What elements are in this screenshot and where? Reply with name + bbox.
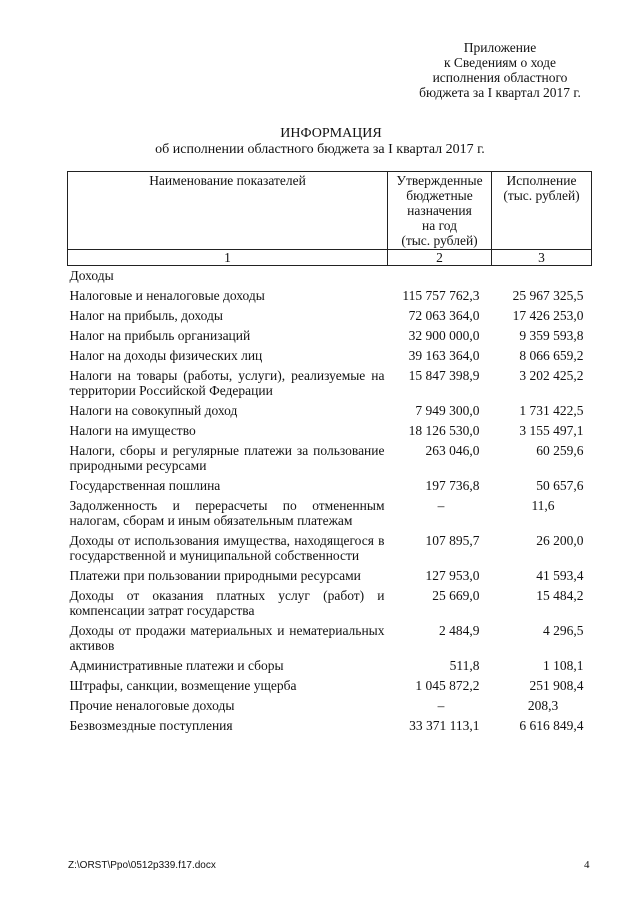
- header-executed: [492, 172, 592, 250]
- section-row: [68, 266, 592, 287]
- table-row: [68, 621, 592, 656]
- table-row: [68, 476, 592, 496]
- indicator-name: Прочие неналоговые доходы: [69, 698, 235, 713]
- column-number: 1: [68, 250, 388, 266]
- column-number: 3: [492, 250, 592, 266]
- approved-value: 197 736,8: [425, 478, 480, 493]
- header-approved-line: бюджетные: [406, 188, 473, 203]
- approved-value: 115 757 762,3: [402, 288, 480, 303]
- executed-value: 1 731 422,5: [519, 403, 584, 418]
- header-approved-line: Утвержденные: [396, 173, 483, 188]
- section-label: Доходы: [69, 268, 114, 283]
- table-row: [68, 306, 592, 326]
- approved-value: 127 953,0: [425, 568, 480, 583]
- table-row: [68, 496, 592, 531]
- header-executed-line: (тыс. рублей): [503, 188, 580, 203]
- indicator-name: Платежи при пользовании природными ресурсами: [69, 568, 361, 583]
- executed-value: 208,3: [527, 698, 559, 713]
- column-number: 2: [388, 250, 492, 266]
- approved-value: 32 900 000,0: [408, 328, 480, 343]
- approved-value: 15 847 398,9: [408, 368, 480, 383]
- approved-value: 72 063 364,0: [408, 308, 480, 323]
- indicator-name: Налоги на имущество: [69, 423, 196, 438]
- executed-value: 3 202 425,2: [519, 368, 584, 383]
- appendix-line: к Сведениям о ходе: [443, 55, 557, 70]
- indicator-name: Налоги на товары (работы, услуги), реализуемые на территории Российской Федерации: [69, 368, 385, 398]
- indicator-name: Налог на прибыль, доходы: [69, 308, 223, 323]
- executed-value: 8 066 659,2: [519, 348, 584, 363]
- table-row: [68, 566, 592, 586]
- executed-value: 25 967 325,5: [512, 288, 584, 303]
- footer-page-number: 4: [584, 859, 590, 871]
- executed-value: 17 426 253,0: [512, 308, 584, 323]
- indicator-name: Штрафы, санкции, возмещение ущерба: [69, 678, 297, 693]
- indicator-name: Налог на доходы физических лиц: [69, 348, 263, 363]
- table-row: [68, 696, 592, 716]
- table-row: [68, 531, 592, 566]
- table-row: [68, 586, 592, 621]
- approved-value: –: [437, 698, 445, 713]
- approved-value: 107 895,7: [425, 533, 480, 548]
- approved-value: 1 045 872,2: [415, 678, 480, 693]
- executed-value: 1 108,1: [543, 658, 584, 673]
- table-row: [68, 401, 592, 421]
- indicator-name: Доходы от продажи материальных и нематериальных активов: [69, 623, 385, 653]
- approved-value: 25 669,0: [432, 588, 480, 603]
- approved-value: 18 126 530,0: [408, 423, 480, 438]
- indicator-name: Налоговые и неналоговые доходы: [69, 288, 265, 303]
- indicator-name: Государственная пошлина: [69, 478, 221, 493]
- table-row: [68, 656, 592, 676]
- executed-value: 6 616 849,4: [519, 718, 584, 733]
- executed-value: 15 484,2: [536, 588, 584, 603]
- column-number-row: [68, 250, 592, 266]
- approved-value: 2 484,9: [439, 623, 480, 638]
- header-executed-line: Исполнение: [506, 173, 577, 188]
- indicator-name: Доходы от использования имущества, находящегося в государственной и муниципальной собственности: [69, 533, 385, 563]
- header-approved-line: на год: [421, 218, 458, 233]
- indicator-name: Налоги, сборы и регулярные платежи за пользование природными ресурсами: [69, 443, 385, 473]
- table-row: [68, 346, 592, 366]
- table-body: [68, 266, 592, 737]
- table-row: [68, 366, 592, 401]
- table-row: [68, 716, 592, 736]
- indicator-name: Задолженность и перерасчеты по отмененным налогам, сборам и иным обязательным платежам: [69, 498, 385, 528]
- indicator-name: Налоги на совокупный доход: [69, 403, 238, 418]
- table-row: [68, 441, 592, 476]
- budget-table: [67, 171, 592, 736]
- executed-value: 9 359 593,8: [519, 328, 584, 343]
- header-approved-line: (тыс. рублей): [401, 233, 478, 248]
- table-row: [68, 421, 592, 441]
- indicator-name: Безвозмездные поступления: [69, 718, 233, 733]
- executed-value: 60 259,6: [536, 443, 584, 458]
- executed-value: 251 908,4: [529, 678, 584, 693]
- indicator-name: Доходы от оказания платных услуг (работ) и компенсации затрат государства: [69, 588, 385, 618]
- executed-value: 26 200,0: [536, 533, 584, 548]
- table-row: [68, 286, 592, 306]
- appendix-line: бюджета за I квартал 2017 г.: [419, 85, 581, 100]
- executed-value: 41 593,4: [536, 568, 584, 583]
- appendix-note: [400, 40, 600, 100]
- table-row: [68, 676, 592, 696]
- document-title: [0, 126, 640, 158]
- header-row: [68, 172, 592, 250]
- approved-value: 511,8: [449, 658, 480, 673]
- approved-value: 33 371 113,1: [409, 718, 480, 733]
- indicator-name: Налог на прибыль организаций: [69, 328, 251, 343]
- header-approved: [388, 172, 492, 250]
- table-row: [68, 326, 592, 346]
- approved-value: 263 046,0: [425, 443, 480, 458]
- header-indicator-name: Наименование показателей: [68, 172, 388, 250]
- footer-file-path: Z:\ORST\Ppo\0512p339.f17.docx: [68, 860, 216, 871]
- title-subheading: об исполнении областного бюджета за I квартал 2017 г.: [155, 142, 485, 157]
- executed-value: 3 155 497,1: [519, 423, 584, 438]
- approved-value: 7 949 300,0: [415, 403, 480, 418]
- appendix-line: исполнения областного: [432, 70, 568, 85]
- appendix-line: Приложение: [463, 40, 537, 55]
- indicator-name: Административные платежи и сборы: [69, 658, 284, 673]
- approved-value: –: [437, 498, 445, 513]
- approved-value: 39 163 364,0: [408, 348, 480, 363]
- executed-value: 50 657,6: [536, 478, 584, 493]
- executed-value: 11,6: [531, 498, 555, 513]
- title-heading: ИНФОРМАЦИЯ: [280, 126, 382, 141]
- executed-value: 4 296,5: [543, 623, 584, 638]
- header-approved-line: назначения: [407, 203, 472, 218]
